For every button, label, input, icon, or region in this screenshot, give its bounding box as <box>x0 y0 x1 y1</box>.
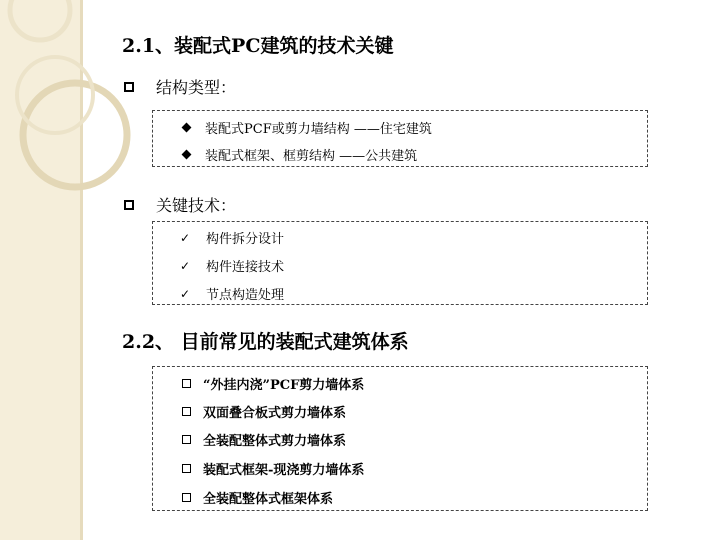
key-tech-line <box>124 193 236 216</box>
decorative-ring-large <box>23 83 127 187</box>
key-tech-item-text: 构件拆分设计 <box>206 232 285 247</box>
system-item <box>180 374 364 393</box>
diamond-bullet-icon <box>182 123 192 133</box>
system-item <box>180 402 346 421</box>
system-item <box>180 430 346 449</box>
square-bullet-icon <box>182 407 191 416</box>
system-item <box>180 488 333 507</box>
system-item-text: 双面叠合板式剪力墙体系 <box>203 406 347 421</box>
key-tech-item-text: 构件连接技术 <box>206 260 285 275</box>
structure-types-line <box>124 75 236 98</box>
system-item-text: 全装配整体式框架体系 <box>203 492 334 507</box>
section2-heading: 2.2、 目前常见的装配式建筑体系 <box>122 331 409 353</box>
square-bullet-icon <box>182 435 191 444</box>
square-bullet-icon <box>182 379 191 388</box>
check-icon: ✓ <box>180 230 191 245</box>
structure-item-text: 装配式PCF或剪力墙结构 ——住宅建筑 <box>205 122 432 137</box>
key-tech-item-text: 节点构造处理 <box>206 288 285 303</box>
decorative-ring-medium <box>17 57 93 133</box>
check-icon: ✓ <box>180 286 191 301</box>
structure-item <box>180 118 432 137</box>
key-tech-item <box>180 256 284 275</box>
square-bullet-icon <box>124 200 134 210</box>
decorative-ring-top <box>10 0 70 40</box>
system-item-text: 装配式框架-现浇剪力墙体系 <box>203 463 365 478</box>
section1-heading: 2.1、装配式PC建筑的技术关键 <box>122 35 394 57</box>
check-icon: ✓ <box>180 258 191 273</box>
key-tech-item <box>180 284 284 303</box>
structure-item <box>180 145 417 164</box>
square-bullet-icon <box>124 82 134 92</box>
square-bullet-icon <box>182 464 191 473</box>
diamond-bullet-icon <box>182 150 192 160</box>
structure-types-label: 结构类型： <box>156 78 237 97</box>
square-bullet-icon <box>182 493 191 502</box>
key-tech-item <box>180 228 284 247</box>
system-item <box>180 459 364 478</box>
system-item-text: 全装配整体式剪力墙体系 <box>203 434 347 449</box>
system-item-text: “外挂内浇”PCF剪力墙体系 <box>203 378 365 393</box>
key-tech-label: 关键技术： <box>156 196 237 215</box>
structure-item-text: 装配式框架、框剪结构 ——公共建筑 <box>205 149 418 164</box>
